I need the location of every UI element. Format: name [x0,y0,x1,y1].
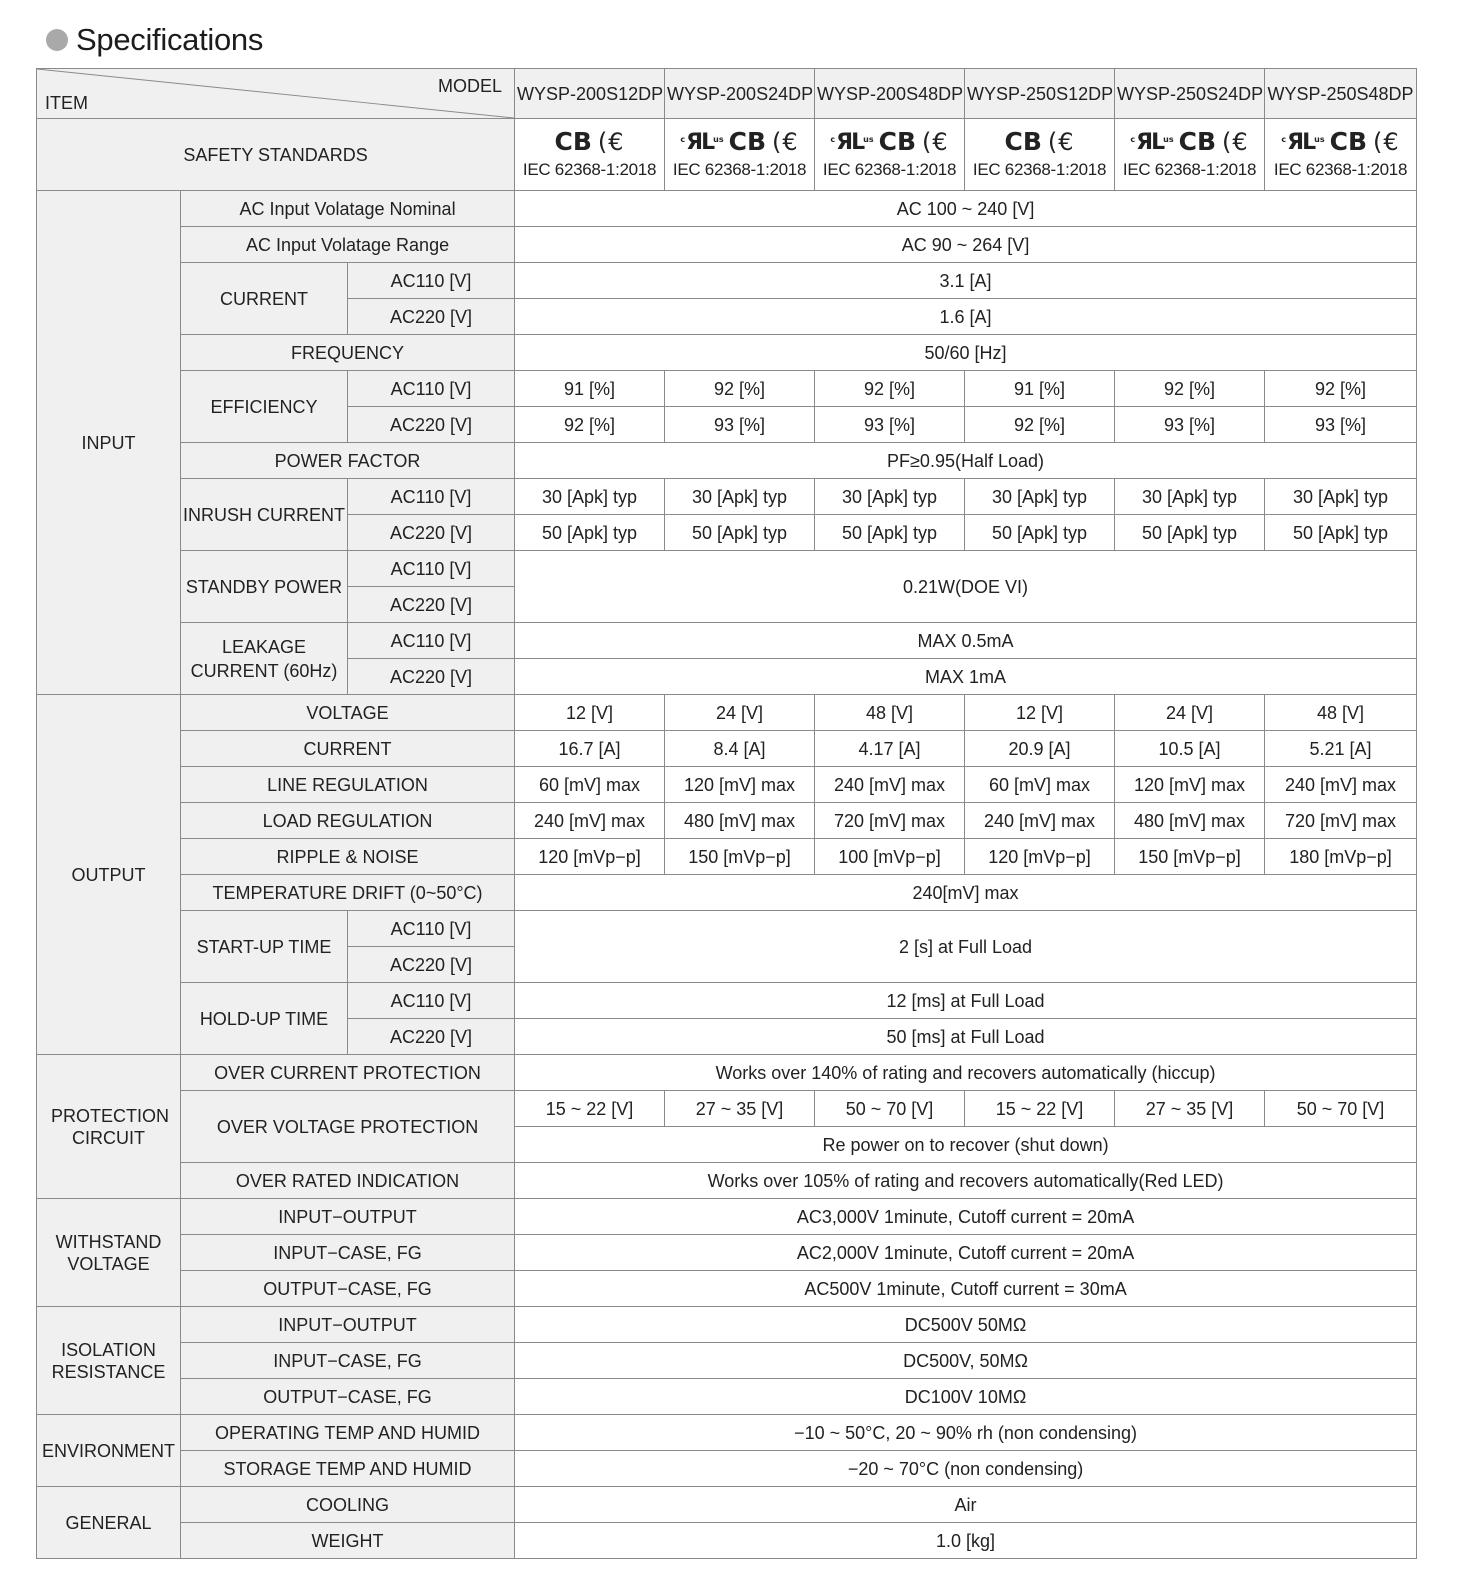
row-label: LOAD REGULATION [181,803,515,839]
sub-label: AC220 [V] [348,659,515,695]
table-cell: 120 [mV] max [1115,767,1265,803]
group-label-protection: PROTECTION CIRCUIT [37,1055,181,1199]
row-label: LEAKAGE CURRENT (60Hz) [181,623,348,695]
ul-mark-icon: c ЯL us [1130,130,1174,155]
table-row [37,1271,1417,1307]
row-label: OPERATING TEMP AND HUMID [181,1415,515,1451]
model-name: WYSP-200S12DP [515,69,665,119]
table-cell: 93 [%] [1115,407,1265,443]
table-cell: 720 [mV] max [1265,803,1417,839]
row-label: AC Input Volatage Range [181,227,515,263]
sub-label: AC110 [V] [348,479,515,515]
group-label-isolation: ISOLATION RESISTANCE [37,1307,181,1415]
sub-label: AC110 [V] [348,911,515,947]
row-value: MAX 1mA [515,659,1417,695]
table-row [37,1235,1417,1271]
row-label: CURRENT [181,731,515,767]
row-label: INPUT−CASE, FG [181,1343,515,1379]
safety-cell [665,119,815,191]
cb-mark-icon: CB [878,126,916,156]
table-cell: 91 [%] [515,371,665,407]
model-name: WYSP-250S48DP [1265,69,1417,119]
section-heading [46,18,263,62]
ce-mark-icon: (€ [597,127,625,156]
safety-standard: IEC 62368-1:2018 [672,159,807,179]
row-value: 3.1 [A] [515,263,1417,299]
table-cell: 240 [mV] max [815,767,965,803]
safety-cell [515,119,665,191]
table-row [37,443,1417,479]
row-label: OVER VOLTAGE PROTECTION [181,1091,515,1163]
row-label: WEIGHT [181,1523,515,1559]
safety-standard: IEC 62368-1:2018 [522,159,657,179]
table-cell: 24 [V] [665,695,815,731]
table-cell: 240 [mV] max [515,803,665,839]
row-value: AC 90 ~ 264 [V] [515,227,1417,263]
group-label-input: INPUT [37,191,181,695]
table-cell: 120 [mVp−p] [965,839,1115,875]
table-cell: 15 ~ 22 [V] [515,1091,665,1127]
row-label: START-UP TIME [181,911,348,983]
table-cell: 120 [mV] max [665,767,815,803]
ul-mark-icon: c ЯL us [680,130,724,155]
table-row [37,1091,1417,1127]
row-label: INPUT−OUTPUT [181,1199,515,1235]
row-label: EFFICIENCY [181,371,348,443]
row-value: 240[mV] max [515,875,1417,911]
model-name: WYSP-200S48DP [815,69,965,119]
table-row [37,1379,1417,1415]
row-value: 0.21W(DOE VI) [515,551,1417,623]
bullet-icon [46,29,68,51]
sub-label: AC110 [V] [348,371,515,407]
row-value: 2 [s] at Full Load [515,911,1417,983]
sub-label: AC110 [V] [348,983,515,1019]
table-row [37,911,1417,947]
table-cell: 48 [V] [815,695,965,731]
table-row [37,1451,1417,1487]
row-label: AC Input Volatage Nominal [181,191,515,227]
table-row [37,875,1417,911]
row-value: DC500V, 50MΩ [515,1343,1417,1379]
table-cell: 30 [Apk] typ [815,479,965,515]
table-cell: 180 [mVp−p] [1265,839,1417,875]
row-value: 50 [ms] at Full Load [515,1019,1417,1055]
row-value: Air [515,1487,1417,1523]
row-label: STANDBY POWER [181,551,348,623]
table-cell: 92 [%] [1115,371,1265,407]
group-label-environment: ENVIRONMENT [37,1415,181,1487]
table-row [37,479,1417,515]
row-label: HOLD-UP TIME [181,983,348,1055]
header-row [37,69,1417,119]
table-row [37,731,1417,767]
table-row [37,551,1417,587]
table-row [37,983,1417,1019]
row-value: MAX 0.5mA [515,623,1417,659]
table-cell: 100 [mVp−p] [815,839,965,875]
sub-label: AC110 [V] [348,623,515,659]
cb-mark-icon: CB [554,126,592,156]
row-value: PF≥0.95(Half Load) [515,443,1417,479]
row-value: Re power on to recover (shut down) [515,1127,1417,1163]
row-label: TEMPERATURE DRIFT (0~50°C) [181,875,515,911]
safety-cell [1265,119,1417,191]
row-value: AC 100 ~ 240 [V] [515,191,1417,227]
cb-mark-icon: CB [1329,126,1367,156]
cb-mark-icon: CB [1178,126,1216,156]
table-cell: 480 [mV] max [1115,803,1265,839]
sub-label: AC220 [V] [348,1019,515,1055]
table-row [37,263,1417,299]
specifications-table [36,68,1417,1559]
sub-label: AC220 [V] [348,299,515,335]
table-cell: 24 [V] [1115,695,1265,731]
safety-cell [815,119,965,191]
ce-mark-icon: (€ [922,127,949,156]
row-label: OVER RATED INDICATION [181,1163,515,1199]
sub-label: AC110 [V] [348,551,515,587]
table-cell: 240 [mV] max [965,803,1115,839]
model-label: MODEL [438,76,503,96]
table-row [37,1199,1417,1235]
table-cell: 5.21 [A] [1265,731,1417,767]
row-label: RIPPLE & NOISE [181,839,515,875]
safety-cell [1115,119,1265,191]
row-value: −10 ~ 50°C, 20 ~ 90% rh (non condensing) [515,1415,1417,1451]
row-value: Works over 140% of rating and recovers automatically (hiccup) [515,1055,1417,1091]
table-cell: 150 [mVp−p] [665,839,815,875]
cb-mark-icon: CB [1004,126,1042,156]
row-label: FREQUENCY [181,335,515,371]
row-value: AC2,000V 1minute, Cutoff current = 20mA [515,1235,1417,1271]
item-label: ITEM [45,93,88,113]
table-cell: 30 [Apk] typ [665,479,815,515]
page-title: Specifications [76,22,264,57]
row-value: 1.6 [A] [515,299,1417,335]
sub-label: AC220 [V] [348,515,515,551]
table-cell: 50 [Apk] typ [815,515,965,551]
model-item-header-cell [37,69,515,119]
table-cell: 91 [%] [965,371,1115,407]
group-label-withstand: WITHSTAND VOLTAGE [37,1199,181,1307]
row-value: 12 [ms] at Full Load [515,983,1417,1019]
safety-standard: IEC 62368-1:2018 [972,159,1107,179]
table-cell: 20.9 [A] [965,731,1115,767]
safety-standard: IEC 62368-1:2018 [822,159,957,179]
table-cell: 12 [V] [515,695,665,731]
table-cell: 50 [Apk] typ [965,515,1115,551]
row-value: AC3,000V 1minute, Cutoff current = 20mA [515,1199,1417,1235]
table-cell: 27 ~ 35 [V] [1115,1091,1265,1127]
table-row [37,1415,1417,1451]
table-cell: 27 ~ 35 [V] [665,1091,815,1127]
table-cell: 48 [V] [1265,695,1417,731]
row-label: INRUSH CURRENT [181,479,348,551]
row-label: OUTPUT−CASE, FG [181,1379,515,1415]
ul-mark-icon: c ЯL us [830,130,874,155]
table-cell: 50 [Apk] typ [665,515,815,551]
table-cell: 92 [%] [815,371,965,407]
table-row [37,371,1417,407]
table-row [37,227,1417,263]
row-label: VOLTAGE [181,695,515,731]
row-label: LINE REGULATION [181,767,515,803]
table-cell: 8.4 [A] [665,731,815,767]
table-row [37,191,1417,227]
table-cell: 120 [mVp−p] [515,839,665,875]
table-row [37,623,1417,659]
table-cell: 50 ~ 70 [V] [1265,1091,1417,1127]
cb-mark-icon: CB [728,126,766,156]
row-value: Works over 105% of rating and recovers automatically(Red LED) [515,1163,1417,1199]
table-row [37,767,1417,803]
table-cell: 480 [mV] max [665,803,815,839]
sub-label: AC220 [V] [348,947,515,983]
row-label: COOLING [181,1487,515,1523]
table-row [37,803,1417,839]
model-name: WYSP-250S12DP [965,69,1115,119]
row-label: OVER CURRENT PROTECTION [181,1055,515,1091]
table-row [37,1055,1417,1091]
ce-mark-icon: (€ [1373,127,1400,156]
table-cell: 15 ~ 22 [V] [965,1091,1115,1127]
row-value: DC100V 10MΩ [515,1379,1417,1415]
table-row [37,839,1417,875]
table-row [37,1523,1417,1559]
table-row [37,695,1417,731]
group-label-output: OUTPUT [37,695,181,1055]
row-label: POWER FACTOR [181,443,515,479]
model-name: WYSP-200S24DP [665,69,815,119]
group-label-general: GENERAL [37,1487,181,1559]
table-cell: 50 [Apk] typ [1265,515,1417,551]
table-cell: 92 [%] [1265,371,1417,407]
table-cell: 50 [Apk] typ [515,515,665,551]
table-cell: 50 [Apk] typ [1115,515,1265,551]
safety-cell [965,119,1115,191]
table-cell: 240 [mV] max [1265,767,1417,803]
table-cell: 30 [Apk] typ [515,479,665,515]
table-cell: 150 [mVp−p] [1115,839,1265,875]
table-cell: 92 [%] [515,407,665,443]
row-label: INPUT−CASE, FG [181,1235,515,1271]
table-row [37,1307,1417,1343]
table-cell: 93 [%] [1265,407,1417,443]
table-cell: 30 [Apk] typ [965,479,1115,515]
table-cell: 16.7 [A] [515,731,665,767]
model-name: WYSP-250S24DP [1115,69,1265,119]
row-label: INPUT−OUTPUT [181,1307,515,1343]
safety-label: SAFETY STANDARDS [37,119,515,191]
sub-label: AC110 [V] [348,263,515,299]
table-cell: 60 [mV] max [965,767,1115,803]
ce-mark-icon: (€ [1047,127,1075,156]
row-value: 50/60 [Hz] [515,335,1417,371]
row-value: −20 ~ 70°C (non condensing) [515,1451,1417,1487]
safety-standard: IEC 62368-1:2018 [1273,159,1408,179]
table-row [37,1487,1417,1523]
table-cell: 10.5 [A] [1115,731,1265,767]
table-cell: 93 [%] [665,407,815,443]
table-row [37,335,1417,371]
table-cell: 12 [V] [965,695,1115,731]
sub-label: AC220 [V] [348,407,515,443]
table-cell: 92 [%] [665,371,815,407]
safety-row [37,119,1417,191]
table-cell: 60 [mV] max [515,767,665,803]
ce-mark-icon: (€ [772,127,799,156]
table-cell: 720 [mV] max [815,803,965,839]
table-cell: 93 [%] [815,407,965,443]
row-label: OUTPUT−CASE, FG [181,1271,515,1307]
table-cell: 92 [%] [965,407,1115,443]
safety-standard: IEC 62368-1:2018 [1122,159,1257,179]
ce-mark-icon: (€ [1222,127,1249,156]
row-value: DC500V 50MΩ [515,1307,1417,1343]
table-row [37,1163,1417,1199]
sub-label: AC220 [V] [348,587,515,623]
row-value: 1.0 [kg] [515,1523,1417,1559]
ul-mark-icon: c ЯL us [1281,130,1325,155]
row-value: AC500V 1minute, Cutoff current = 30mA [515,1271,1417,1307]
row-label: CURRENT [181,263,348,335]
table-cell: 50 ~ 70 [V] [815,1091,965,1127]
table-cell: 4.17 [A] [815,731,965,767]
row-label: STORAGE TEMP AND HUMID [181,1451,515,1487]
table-cell: 30 [Apk] typ [1265,479,1417,515]
table-cell: 30 [Apk] typ [1115,479,1265,515]
table-row [37,1343,1417,1379]
